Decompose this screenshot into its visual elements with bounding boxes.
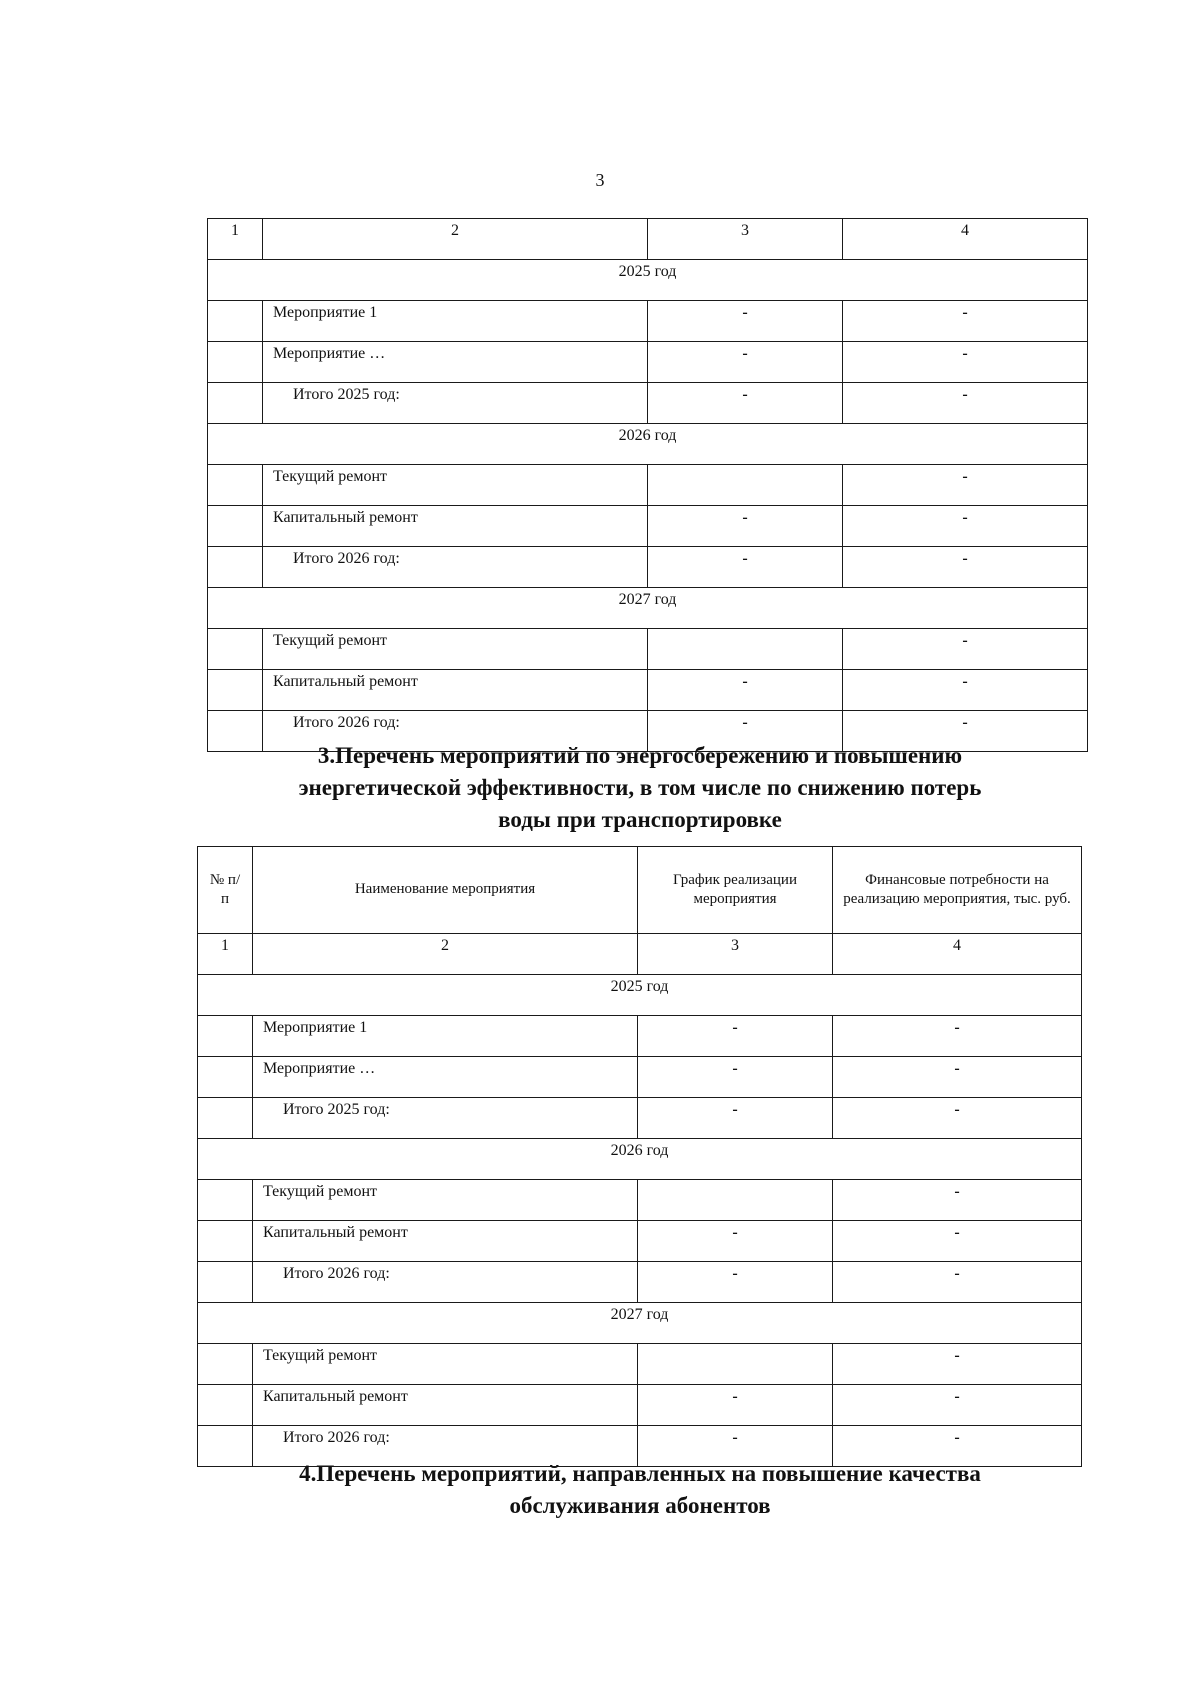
heading-line: 4.Перечень мероприятий, направленных на повышение качества bbox=[299, 1461, 981, 1486]
year-label: 2025 год bbox=[198, 975, 1082, 1016]
measure-name: Итого 2025 год: bbox=[263, 383, 648, 424]
row-number-cell bbox=[208, 547, 263, 588]
heading-line: воды при транспортировке bbox=[498, 807, 782, 832]
year-label: 2027 год bbox=[208, 588, 1088, 629]
measure-name: Итого 2025 год: bbox=[253, 1098, 638, 1139]
year-row bbox=[198, 975, 1082, 1016]
schedule-cell bbox=[638, 1180, 833, 1221]
schedule-cell: - bbox=[638, 1016, 833, 1057]
row-number-cell bbox=[198, 1344, 253, 1385]
finance-cell: - bbox=[833, 1016, 1082, 1057]
finance-cell: - bbox=[843, 383, 1088, 424]
column-number: 3 bbox=[648, 219, 843, 260]
finance-cell: - bbox=[833, 1057, 1082, 1098]
column-number: 3 bbox=[638, 934, 833, 975]
row-number-cell bbox=[198, 1057, 253, 1098]
total-row bbox=[198, 1098, 1082, 1139]
measure-name: Итого 2026 год: bbox=[263, 547, 648, 588]
row-number-cell bbox=[208, 301, 263, 342]
measure-name: Итого 2026 год: bbox=[253, 1262, 638, 1303]
row-number-cell bbox=[198, 1262, 253, 1303]
measure-name: Текущий ремонт bbox=[263, 465, 648, 506]
finance-cell: - bbox=[843, 629, 1088, 670]
schedule-cell: - bbox=[638, 1426, 833, 1467]
year-row bbox=[208, 424, 1088, 465]
measure-row bbox=[208, 629, 1088, 670]
measure-name: Итого 2026 год: bbox=[253, 1426, 638, 1467]
heading-line: энергетической эффективности, в том числе по снижению потерь bbox=[298, 775, 982, 800]
schedule-cell: - bbox=[648, 670, 843, 711]
measure-row bbox=[198, 1016, 1082, 1057]
row-number-cell bbox=[208, 670, 263, 711]
schedule-cell: - bbox=[638, 1057, 833, 1098]
table-body bbox=[208, 219, 1088, 752]
measure-name: Итого 2026 год: bbox=[263, 711, 648, 752]
measure-name: Капитальный ремонт bbox=[253, 1221, 638, 1262]
year-label: 2026 год bbox=[198, 1139, 1082, 1180]
schedule-cell: - bbox=[638, 1262, 833, 1303]
schedule-cell: - bbox=[638, 1098, 833, 1139]
header-cell-name: Наименование мероприятия bbox=[253, 847, 638, 934]
table-body bbox=[198, 847, 1082, 1467]
column-number: 1 bbox=[198, 934, 253, 975]
measure-name: Мероприятие 1 bbox=[253, 1016, 638, 1057]
header-cell-number: № п/п bbox=[198, 847, 253, 934]
finance-cell: - bbox=[833, 1221, 1082, 1262]
row-number-cell bbox=[198, 1098, 253, 1139]
total-row bbox=[208, 383, 1088, 424]
finance-cell: - bbox=[833, 1180, 1082, 1221]
header-row bbox=[198, 847, 1082, 934]
measure-row bbox=[208, 465, 1088, 506]
column-number-row bbox=[208, 219, 1088, 260]
finance-cell: - bbox=[843, 670, 1088, 711]
measure-row bbox=[198, 1057, 1082, 1098]
heading-line: обслуживания абонентов bbox=[509, 1493, 771, 1518]
schedule-cell bbox=[648, 629, 843, 670]
measure-row bbox=[198, 1344, 1082, 1385]
section-3-heading bbox=[200, 740, 1080, 836]
energy-saving-measures-table bbox=[197, 846, 1082, 1467]
finance-cell: - bbox=[833, 1262, 1082, 1303]
column-number-row bbox=[198, 934, 1082, 975]
measure-name: Капитальный ремонт bbox=[263, 670, 648, 711]
finance-cell: - bbox=[843, 711, 1088, 752]
finance-cell: - bbox=[843, 506, 1088, 547]
column-number: 2 bbox=[263, 219, 648, 260]
header-cell-finance: Финансовые потребности на реализацию мероприятия, тыс. руб. bbox=[833, 847, 1082, 934]
year-row bbox=[198, 1303, 1082, 1344]
year-row bbox=[198, 1139, 1082, 1180]
measure-row bbox=[198, 1221, 1082, 1262]
year-label: 2025 год bbox=[208, 260, 1088, 301]
measure-name: Текущий ремонт bbox=[263, 629, 648, 670]
measure-row bbox=[208, 301, 1088, 342]
column-number: 2 bbox=[253, 934, 638, 975]
finance-cell: - bbox=[833, 1426, 1082, 1467]
schedule-cell: - bbox=[648, 301, 843, 342]
measure-row bbox=[208, 506, 1088, 547]
schedule-cell: - bbox=[648, 547, 843, 588]
row-number-cell bbox=[198, 1221, 253, 1262]
measure-name: Мероприятие … bbox=[263, 342, 648, 383]
schedule-cell: - bbox=[648, 383, 843, 424]
page-number: 3 bbox=[595, 170, 605, 190]
finance-cell: - bbox=[843, 301, 1088, 342]
measure-name: Мероприятие 1 bbox=[263, 301, 648, 342]
measure-row bbox=[198, 1385, 1082, 1426]
schedule-cell: - bbox=[648, 711, 843, 752]
measure-row bbox=[208, 670, 1088, 711]
finance-cell: - bbox=[843, 547, 1088, 588]
measure-name: Текущий ремонт bbox=[253, 1344, 638, 1385]
schedule-cell: - bbox=[648, 342, 843, 383]
year-label: 2027 год bbox=[198, 1303, 1082, 1344]
row-number-cell bbox=[208, 629, 263, 670]
measure-row bbox=[208, 342, 1088, 383]
row-number-cell bbox=[208, 342, 263, 383]
total-row bbox=[198, 1262, 1082, 1303]
header-cell-schedule: График реализации мероприятия bbox=[638, 847, 833, 934]
measure-name: Капитальный ремонт bbox=[263, 506, 648, 547]
year-row bbox=[208, 260, 1088, 301]
schedule-cell: - bbox=[638, 1221, 833, 1262]
row-number-cell bbox=[198, 1180, 253, 1221]
year-row bbox=[208, 588, 1088, 629]
schedule-cell bbox=[648, 465, 843, 506]
row-number-cell bbox=[208, 506, 263, 547]
finance-cell: - bbox=[833, 1344, 1082, 1385]
column-number: 4 bbox=[833, 934, 1082, 975]
measure-row bbox=[198, 1180, 1082, 1221]
finance-cell: - bbox=[843, 465, 1088, 506]
heading-line: 3.Перечень мероприятий по энергосбережению и повышению bbox=[317, 743, 963, 768]
section-4-heading bbox=[200, 1458, 1080, 1522]
total-row bbox=[208, 547, 1088, 588]
row-number-cell bbox=[208, 383, 263, 424]
row-number-cell bbox=[208, 465, 263, 506]
schedule-cell: - bbox=[638, 1385, 833, 1426]
finance-cell: - bbox=[843, 342, 1088, 383]
measure-name: Капитальный ремонт bbox=[253, 1385, 638, 1426]
schedule-cell: - bbox=[648, 506, 843, 547]
finance-cell: - bbox=[833, 1385, 1082, 1426]
measure-name: Мероприятие … bbox=[253, 1057, 638, 1098]
schedule-cell bbox=[638, 1344, 833, 1385]
measures-table-continued bbox=[207, 218, 1088, 752]
finance-cell: - bbox=[833, 1098, 1082, 1139]
measure-name: Текущий ремонт bbox=[253, 1180, 638, 1221]
year-label: 2026 год bbox=[208, 424, 1088, 465]
column-number: 1 bbox=[208, 219, 263, 260]
row-number-cell bbox=[198, 1385, 253, 1426]
column-number: 4 bbox=[843, 219, 1088, 260]
row-number-cell bbox=[198, 1016, 253, 1057]
